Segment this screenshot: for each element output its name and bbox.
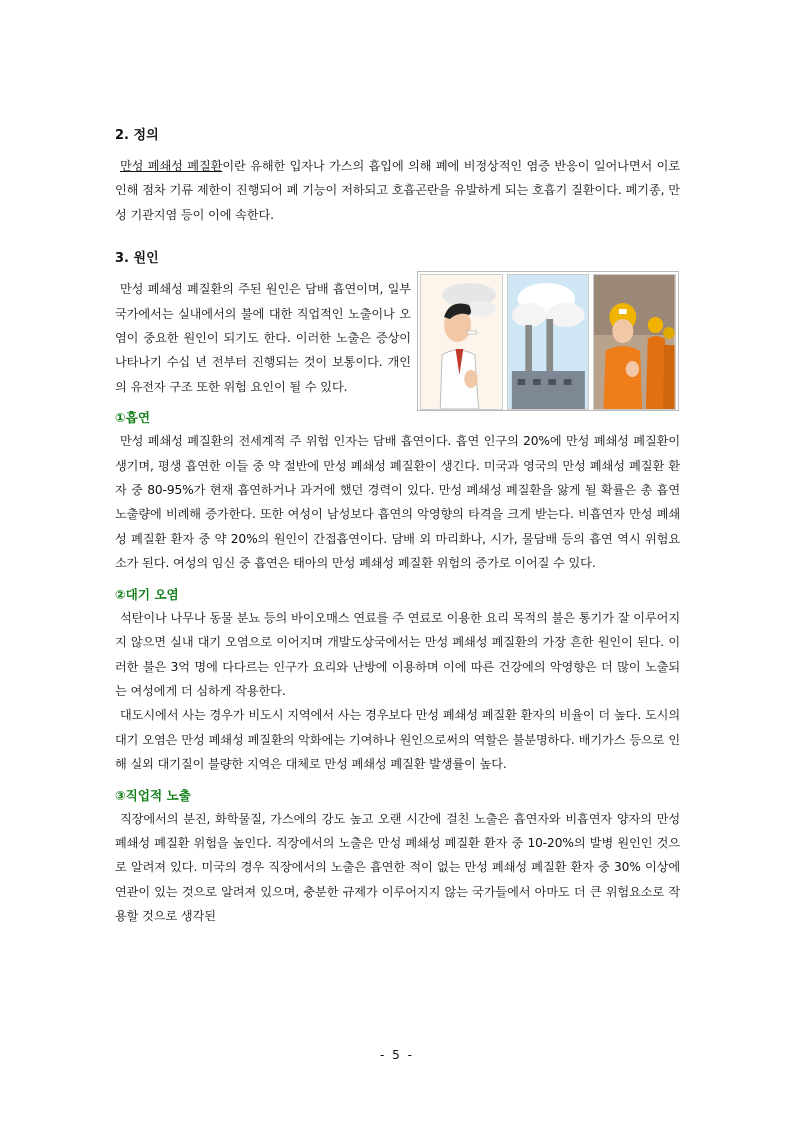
miner-illustration — [593, 274, 676, 410]
smoking-paragraph: 만성 폐쇄성 폐질환의 전세계적 주 위험 인자는 담배 흡연이다. 흡연 인구의 20%에 만성 폐쇄성 폐질환이 생기며, 평생 흡연한 이들 중 약 절반에 만성 폐쇄성 폐질환이 생긴다. 미국과 영국의 만성 폐쇄성 폐질환 환자 중 80-95%가 현재 흡연하거나 과거에 했던 경력이 있다. 만성 폐쇄성 폐질환을 앓게 될 확률은 총 흡연 노출량에 비례해 증가한다. 또한 여성이 남성보다 흡연의 악영향의 타격을 크게 받는다. 비흡연자 만성 폐쇄성 폐질환 환자 중 약 20%의 원인이 간접흡연이다. 담배 외 마리화나, 시가, 물담배 등의 흡연 역시 위험요소가 된다. 여성의 임신 중 흡연은 태아의 만성 폐쇄성 폐질환 위험의 증가로 이어질 수 있다. — [115, 434, 680, 571]
air-pollution-paragraph-1: 석탄이나 나무나 동물 분뇨 등의 바이오매스 연료를 주 연료로 이용한 요리 목적의 불은 통기가 잘 이루어지지 않으면 실내 대기 오염으로 이어지며 개발도상국에서는 만성 폐쇄성 폐질환의 가장 흔한 원인이 된다. 이러한 불은 3억 명에 다다르는 인구가 요리와 난방에 이용하며 이에 따른 건강에의 악영향은 더 많이 노출되는 여성에게 더 심하게 작용한다. — [115, 610, 680, 698]
air-pollution-paragraph-2: 대도시에서 사는 경우가 비도시 지역에서 사는 경우보다 만성 폐쇄성 폐질환 환자의 비율이 더 높다. 도시의 대기 오염은 만성 폐쇄성 폐질환의 악화에는 기여하나 원인으로써의 역할은 불분명하다. 배기가스 등으로 인해 실외 대기질이 불량한 지역은 대체로 만성 폐쇄성 폐질환 발생률이 높다. — [115, 708, 680, 772]
definition-term: 만성 폐쇄성 폐질환 — [120, 159, 223, 173]
definition-paragraph — [115, 154, 680, 227]
page-content — [115, 126, 680, 929]
page-number: - 5 - — [380, 1048, 414, 1062]
copd-causes-illustration — [417, 271, 679, 411]
section-2-heading: 2. 정의 — [115, 128, 159, 143]
smoker-illustration — [420, 274, 503, 410]
factory-smoke-illustration — [507, 274, 590, 410]
occupational-paragraph: 직장에서의 분진, 화학물질, 가스에의 강도 높고 오랜 시간에 걸친 노출은 흡연자와 비흡연자 양자의 만성 폐쇄성 폐질환 위험을 높인다. 직장에서의 노출은 만성 폐쇄성 폐질환 환자 중 10-20%의 발병 원인인 것으로 알려져 있다. 미국의 경우 직장에서의 노출은 흡연한 적이 없는 만성 폐쇄성 폐질환 환자 중 30% 이상에 연관이 있는 것으로 알려져 있으며, 충분한 규제가 이루어지지 않는 국가들에서 아마도 더 큰 위험요소로 작용할 것으로 생각된 — [115, 811, 680, 924]
section-3-heading: 3. 원인 — [115, 251, 159, 267]
subsection-smoking-title: ①흡연 — [115, 410, 150, 426]
subsection-occupational-title: ③직업적 노출 — [115, 787, 191, 803]
cause-intro-paragraph: 만성 폐쇄성 폐질환의 주된 원인은 담배 흡연이며, 일부 국가에서는 실내에서의 불에 대한 직업적인 노출이나 오염이 중요한 원인이 되기도 한다. 이러한 노출은 증상이 나타나기 수십 년 전부터 진행되는 것이 보통이다. 개인의 유전자 구조 또한 위험 요인이 될 수 있다. — [115, 282, 411, 394]
section-3 — [115, 249, 680, 399]
definition-text: 이란 유해한 입자나 가스의 흡입에 의해 폐에 비정상적인 염증 반응이 일어나면서 이로 인해 점차 기류 제한이 진행되어 폐 기능이 저하되고 호흡곤란을 유발하게 되는 호흡기 질환이다. 폐기종, 만성 기관지염 등이 이에 속한다. — [115, 159, 681, 222]
subsection-air-pollution-title: ②대기 오염 — [115, 586, 179, 602]
